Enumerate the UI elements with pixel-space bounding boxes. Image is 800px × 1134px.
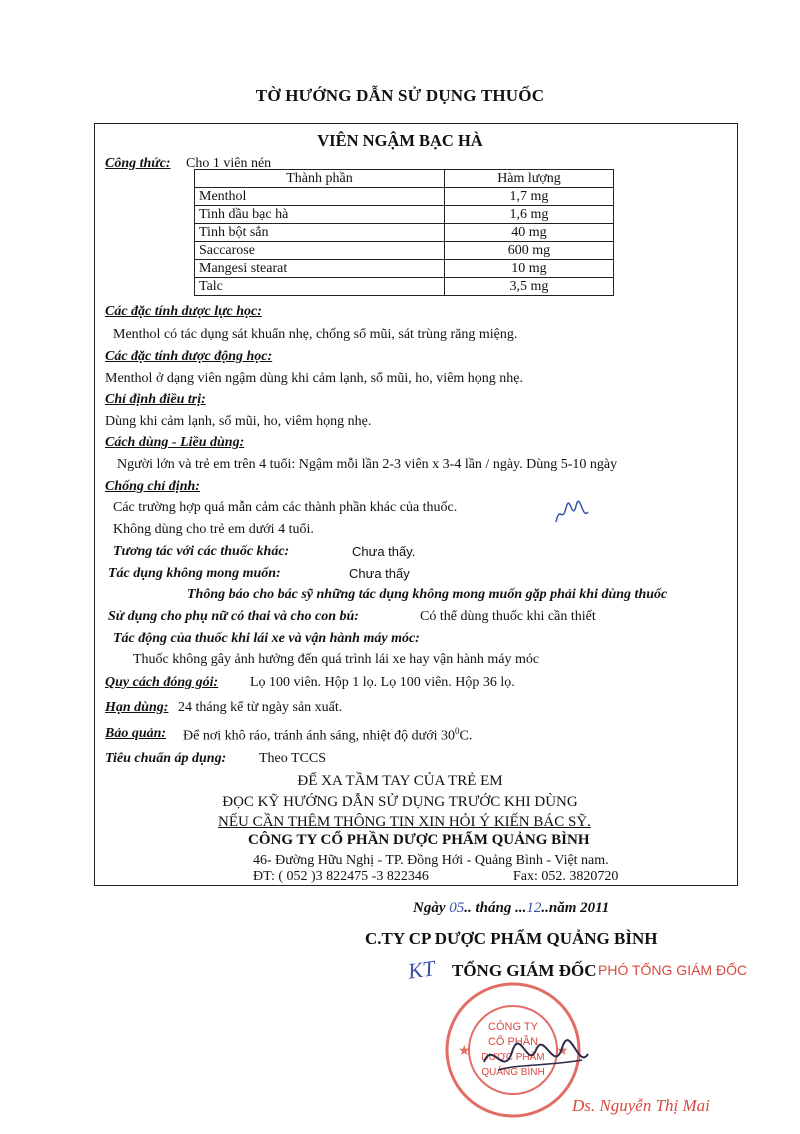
company-address: 46- Đường Hữu Nghị - TP. Đồng Hới - Quảng Bình - Việt nam.	[253, 853, 609, 868]
contraindications-line2: Không dùng cho trẻ em dưới 4 tuổi.	[113, 522, 314, 537]
date-line: Ngày 05.. tháng ...12..năm 2011	[413, 900, 610, 916]
side-effects-text: Chưa thấy	[349, 566, 410, 581]
ingredient-amount: 600 mg	[445, 242, 614, 260]
warning-consult-doctor: NẾU CẦN THÊM THÔNG TIN XIN HỎI Ý KIẾN BÁC SỸ.	[218, 814, 591, 830]
ingredients-table	[194, 169, 614, 296]
ingredient-amount: 1,7 mg	[445, 188, 614, 206]
ingredient-name: Mangesi stearat	[195, 260, 445, 278]
pregnancy-label: Sử dụng cho phụ nữ có thai và cho con bú:	[108, 609, 359, 624]
doctor-notice: Thông báo cho bác sỹ những tác dụng không mong muốn gặp phải khi dùng thuốc	[187, 587, 668, 602]
ingredient-name: Saccarose	[195, 242, 445, 260]
storage-degree: 0	[455, 726, 460, 736]
stamp-line-1: CÔNG TY	[488, 1021, 538, 1033]
date-month-label: tháng	[475, 900, 512, 916]
interactions-label: Tương tác với các thuốc khác:	[113, 544, 290, 559]
ingredient-amount: 3,5 mg	[445, 278, 614, 296]
page-title: TỜ HƯỚNG DẪN SỬ DỤNG THUỐC	[255, 86, 545, 105]
product-name: VIÊN NGẬM BẠC HÀ	[317, 131, 483, 150]
formula-label: Công thức:	[105, 156, 171, 171]
contraindications-label: Chống chỉ định:	[105, 479, 200, 494]
stamp-line-3: DƯỢC PHẨM	[481, 1052, 545, 1063]
packaging-text: Lọ 100 viên. Hộp 1 lọ. Lọ 100 viên. Hộp 36 lọ.	[250, 675, 515, 690]
company-fax: Fax: 052. 3820720	[513, 869, 619, 884]
pharmacodynamics-label: Các đặc tính dược lực học:	[105, 304, 262, 319]
signature-scribble-icon	[478, 1030, 598, 1090]
pharmacokinetics-label: Các đặc tính dược động học:	[105, 349, 273, 364]
ingredient-name: Tinh bột sắn	[195, 224, 445, 242]
ingredient-amount: 10 mg	[445, 260, 614, 278]
storage-text	[183, 726, 472, 745]
dosage-text: Người lớn và trẻ em trên 4 tuổi: Ngậm mỗi lần 2-3 viên x 3-4 lần / ngày. Dùng 5-10 ngày	[117, 457, 618, 472]
standard-text: Theo TCCS	[259, 751, 327, 766]
table-row	[195, 260, 614, 278]
company-phone: ĐT: ( 052 )3 822475 -3 822346	[253, 869, 429, 884]
initial-scribble-icon	[552, 498, 592, 528]
table-row	[195, 224, 614, 242]
company-short-name: C.TY CP DƯỢC PHẨM QUẢNG BÌNH	[365, 929, 658, 948]
side-effects-label: Tác dụng không mong muốn:	[108, 566, 281, 581]
ingredient-name: Menthol	[195, 188, 445, 206]
table-row	[195, 278, 614, 296]
stamp-line-2: CỔ PHẦN	[487, 1036, 539, 1048]
table-row	[195, 242, 614, 260]
shelf-life-text: 24 tháng kể từ ngày sản xuất.	[178, 700, 343, 715]
driving-label: Tác động của thuốc khi lái xe và vận hành máy móc:	[113, 631, 420, 646]
ingredient-amount: 40 mg	[445, 224, 614, 242]
driving-text: Thuốc không gây ảnh hưởng đến quá trình lái xe hay vận hành máy móc	[133, 652, 540, 667]
table-row	[195, 188, 614, 206]
signer-name: Ds. Nguyễn Thị Mai	[572, 1096, 710, 1115]
storage-unit: C.	[459, 728, 473, 744]
date-month: 12	[526, 900, 542, 916]
pharmacokinetics-text: Menthol ở dạng viên ngậm dùng khi cảm lạnh, sổ mũi, ho, viêm họng nhẹ.	[105, 371, 524, 386]
shelf-life-label: Hạn dùng:	[105, 700, 169, 715]
formula-text: Cho 1 viên nén	[186, 156, 272, 171]
dosage-label: Cách dùng - Liều dùng:	[105, 435, 245, 450]
pharmacodynamics-text: Menthol có tác dụng sát khuẩn nhẹ, chống sổ mũi, sát trùng răng miệng.	[113, 327, 518, 342]
warning-keep-away: ĐỂ XA TẦM TAY CỦA TRẺ EM	[297, 773, 503, 789]
ingredient-name: Tinh dầu bạc hà	[195, 206, 445, 224]
indications-label: Chỉ định điều trị:	[105, 392, 206, 407]
indications-text: Dùng khi cảm lạnh, sổ mũi, ho, viêm họng nhẹ.	[105, 414, 372, 429]
table-row	[195, 206, 614, 224]
svg-text:★: ★	[556, 1044, 569, 1059]
storage-label: Bảo quản:	[105, 726, 167, 741]
date-year-label: năm	[548, 900, 577, 916]
date-prefix: Ngày	[413, 900, 446, 916]
interactions-text: Chưa thấy.	[352, 544, 416, 559]
packaging-label: Quy cách đóng gói:	[105, 675, 219, 690]
header-ingredient: Thành phần	[195, 170, 445, 188]
pregnancy-text: Có thể dùng thuốc khi cần thiết	[420, 609, 596, 624]
date-year: 2011	[580, 900, 610, 916]
ingredient-amount: 1,6 mg	[445, 206, 614, 224]
stamp-line-4: QUẢNG BÌNH	[481, 1067, 545, 1078]
date-day: 05	[449, 900, 465, 916]
deputy-director-title: PHÓ TỔNG GIÁM ĐỐC	[598, 962, 748, 978]
standard-label: Tiêu chuẩn áp dụng:	[105, 751, 227, 766]
company-name: CÔNG TY CỔ PHẦN DƯỢC PHẨM QUẢNG BÌNH	[248, 832, 590, 848]
table-header-row	[195, 170, 614, 188]
ingredient-name: Talc	[195, 278, 445, 296]
director-title: TỔNG GIÁM ĐỐC	[452, 961, 597, 980]
kt-mark: KT	[406, 955, 437, 984]
warning-read-instructions: ĐỌC KỸ HƯỚNG DẪN SỬ DỤNG TRƯỚC KHI DÙNG	[222, 794, 578, 810]
storage-text-main: Để nơi khô ráo, tránh ánh sáng, nhiệt độ dưới 30	[183, 728, 456, 744]
header-amount: Hàm lượng	[445, 170, 614, 188]
svg-text:★: ★	[458, 1044, 471, 1059]
contraindications-line1: Các trường hợp quá mẫn cảm các thành phần khác của thuốc.	[113, 500, 458, 515]
